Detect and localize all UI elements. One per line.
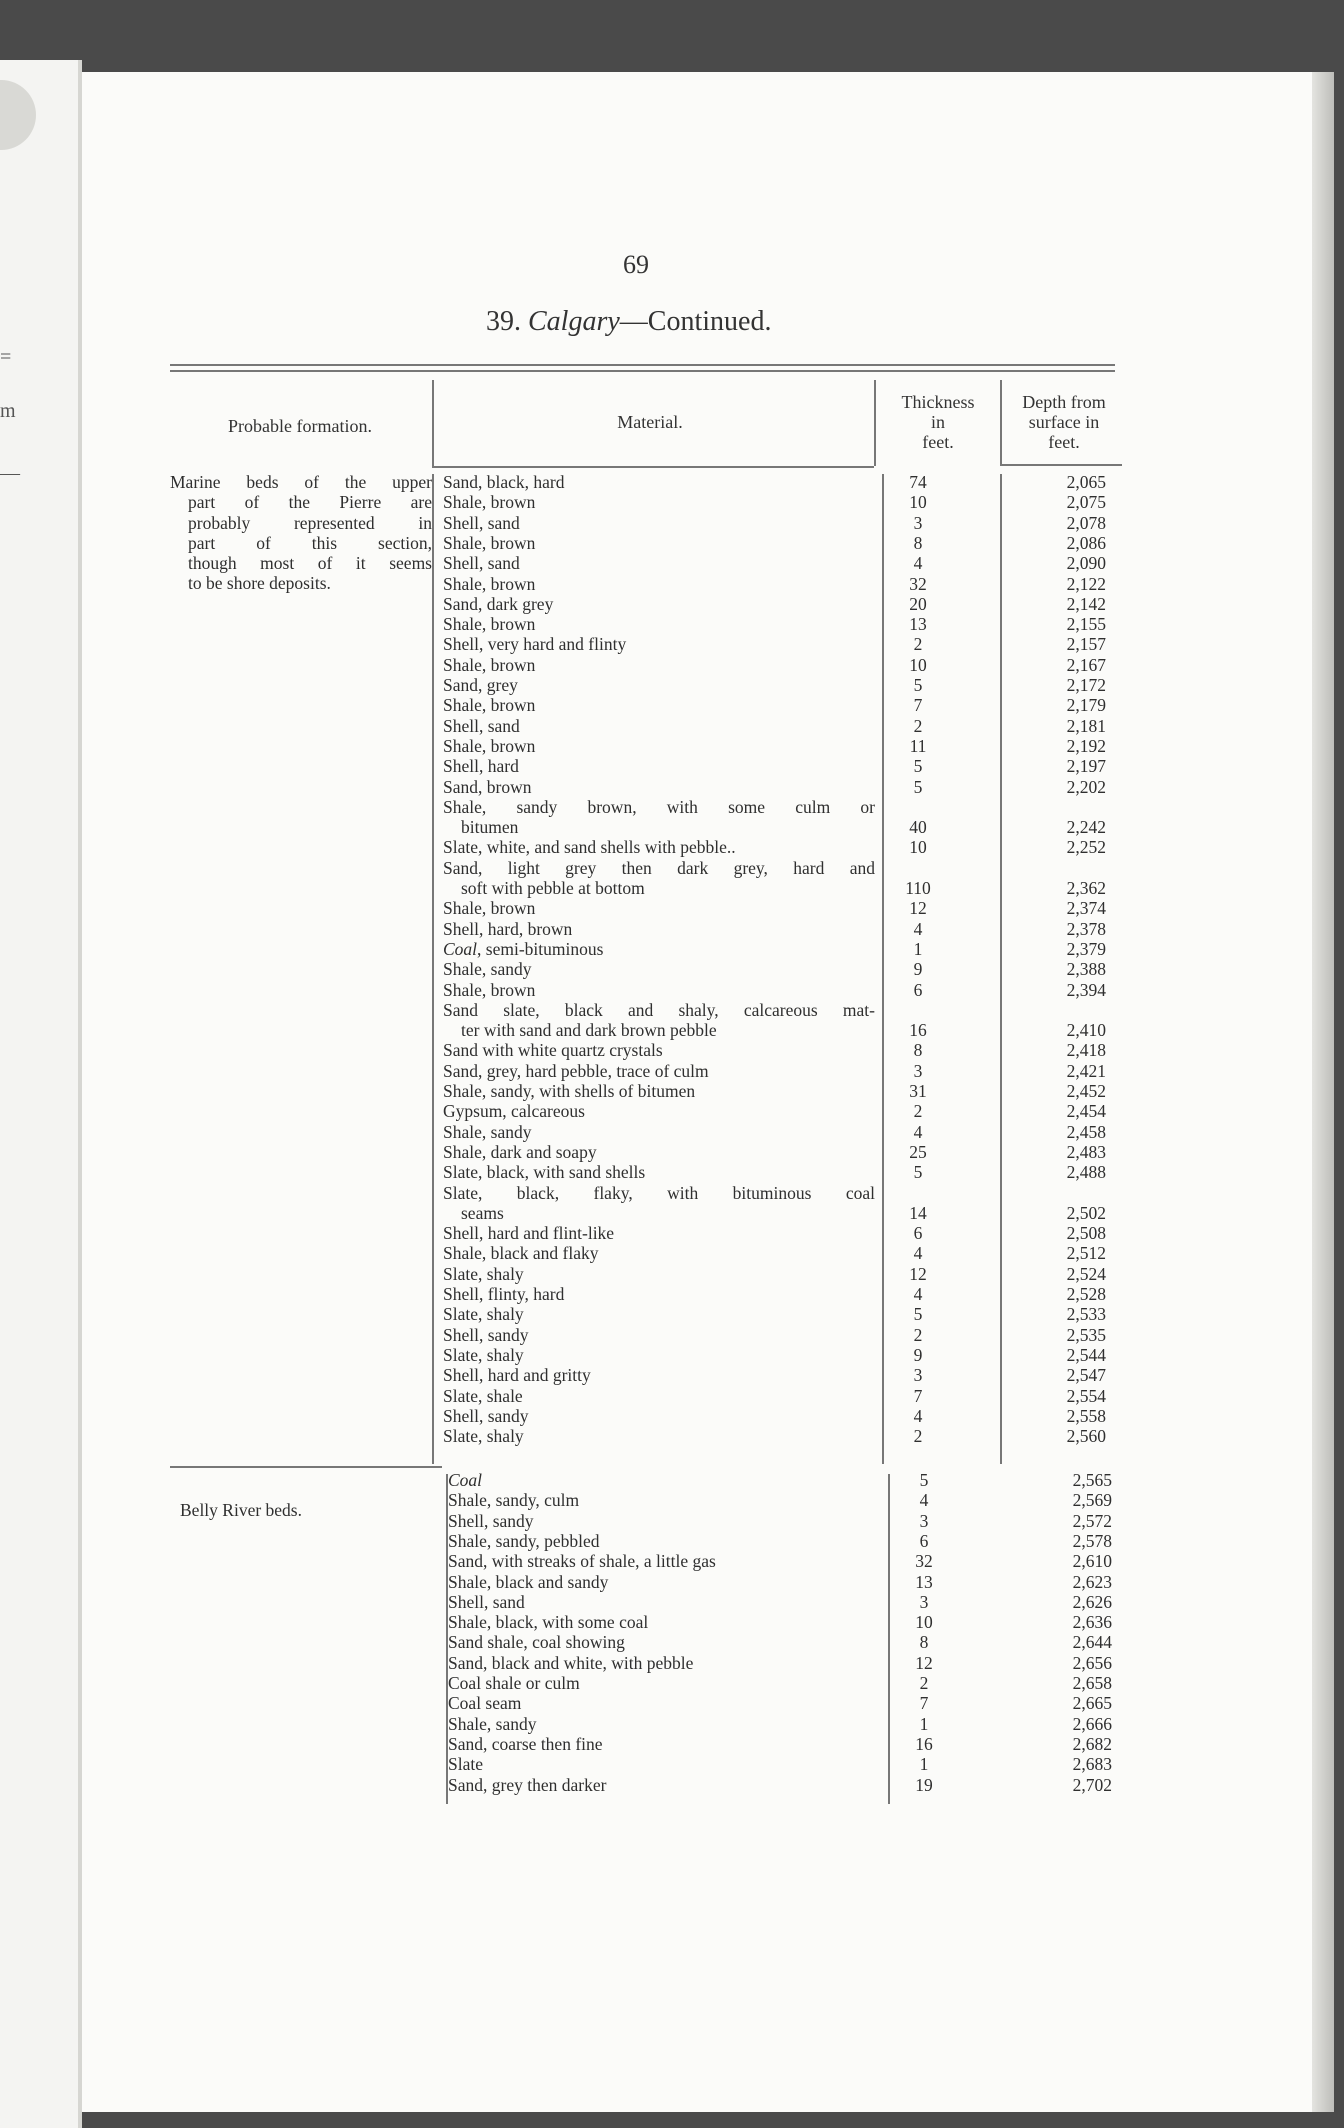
thickness-cell: 7 [919, 1693, 929, 1714]
depth-cell: 2,656 [1072, 1652, 1112, 1673]
thickness-cell: 10 [909, 492, 927, 513]
thickness-cell: 5 [913, 675, 923, 695]
thickness-cell: 13 [909, 614, 927, 635]
depth-cell: 2,636 [1072, 1612, 1112, 1633]
depth-cell: 2,421 [1066, 1060, 1106, 1081]
material-text: Shale, brown [443, 532, 536, 553]
header-formation: Probable formation. [228, 416, 372, 436]
material-text: Shale, sandy [443, 1121, 532, 1142]
thickness-cell: 12 [909, 898, 927, 919]
depth-cell: 2,078 [1066, 512, 1106, 533]
material-text: Coal seam [448, 1693, 522, 1714]
depth-cell: 2,512 [1066, 1243, 1106, 1264]
depth-cell: 2,388 [1066, 959, 1106, 980]
material-cell [443, 1304, 875, 1324]
material-cell [443, 1243, 875, 1263]
material-cell [443, 675, 875, 695]
material-text: Slate, shale [443, 1385, 523, 1406]
thickness-cell: 16 [909, 1020, 927, 1041]
thickness-cell: 8 [913, 1040, 923, 1061]
depth-cell: 2,172 [1066, 675, 1106, 695]
material-cell [443, 1345, 875, 1365]
material-cell [443, 898, 875, 918]
material-cell [443, 1020, 875, 1040]
material-cell [443, 533, 875, 553]
material-text: Sand with white quartz crystals [443, 1040, 663, 1061]
depth-cell: 2,452 [1066, 1081, 1106, 1101]
material-text: Shell, sandy [443, 1405, 529, 1426]
material-text: Shale, dark and soapy [443, 1141, 597, 1162]
thickness-cell: 9 [913, 959, 923, 980]
material-cell [443, 980, 875, 1000]
depth-cell: 2,569 [1072, 1490, 1112, 1511]
material-cell [443, 634, 875, 654]
material-text: Shell, flinty, hard [443, 1284, 565, 1304]
material-cell [443, 1426, 875, 1446]
thickness-cell: 2 [913, 1324, 923, 1345]
material-cell [448, 1673, 880, 1693]
material-text: Shell, hard and gritty [443, 1365, 591, 1386]
thickness-cell: 6 [913, 1223, 923, 1244]
facing-page-fragment: — [0, 462, 20, 484]
thickness-cell: 16 [915, 1733, 933, 1754]
material-cell [443, 1142, 875, 1162]
thickness-cell: 1 [919, 1754, 929, 1775]
depth-cell: 2,683 [1072, 1754, 1112, 1775]
depth-cell: 2,623 [1072, 1571, 1112, 1592]
leader-dots [443, 1217, 875, 1219]
material-cell [443, 594, 875, 614]
depth-cell: 2,702 [1072, 1774, 1112, 1795]
depth-cell: 2,658 [1072, 1673, 1112, 1693]
formation-label [170, 472, 432, 594]
material-text: Sand, black, hard [443, 472, 565, 492]
material-text: bitumen [461, 817, 519, 838]
material-cell [443, 837, 875, 857]
table-top-rule [170, 364, 1115, 366]
material-cell [443, 756, 875, 776]
material-cell [448, 1470, 880, 1490]
depth-cell: 2,558 [1066, 1405, 1106, 1426]
depth-cell: 2,666 [1072, 1713, 1112, 1734]
formation-line: Belly River beds. [180, 1500, 302, 1520]
material-cell [448, 1714, 880, 1734]
column-divider [432, 474, 434, 1464]
thickness-cell: 4 [913, 1284, 923, 1304]
material-text: Shale, brown [443, 614, 536, 635]
thickness-cell: 19 [915, 1774, 933, 1795]
depth-cell: 2,458 [1066, 1121, 1106, 1142]
material-cell [443, 472, 875, 492]
title-suffix: —Continued. [619, 306, 772, 337]
material-text: Sand, black and white, with pebble [448, 1652, 694, 1673]
header-thickness: Thickness in feet. [901, 392, 975, 452]
material-cell [443, 1061, 875, 1081]
material-cell [443, 1081, 875, 1101]
thickness-cell: 4 [913, 918, 923, 939]
depth-cell: 2,252 [1066, 837, 1106, 858]
material-cell [448, 1754, 880, 1774]
material-text: Sand, brown [443, 776, 532, 797]
formation-line: part of the Pierre are [188, 492, 432, 513]
depth-cell: 2,157 [1066, 634, 1106, 655]
material-text: Sand, light grey then dark grey, hard and [443, 857, 875, 878]
header-depth: Depth from surface in feet. [1022, 392, 1106, 452]
facing-page-fragment: = [0, 346, 12, 368]
thickness-cell: 3 [919, 1510, 929, 1531]
thickness-cell: 2 [913, 715, 923, 736]
thickness-cell: 4 [913, 553, 923, 574]
depth-cell: 2,086 [1066, 532, 1106, 553]
depth-cell: 2,626 [1072, 1591, 1112, 1612]
depth-cell: 2,410 [1066, 1020, 1106, 1041]
material-cell [443, 655, 875, 675]
header-underline [432, 466, 874, 468]
material-text: Sand, with streaks of shale, a little gas [448, 1551, 716, 1572]
material-cell [448, 1734, 880, 1754]
material-cell [443, 614, 875, 634]
page-number: 69 [623, 250, 649, 279]
material-text: Shale, black and sandy [448, 1571, 609, 1592]
material-text: Sand, grey, hard pebble, trace of culm [443, 1060, 709, 1081]
formation-line: Marine beds of the upper [170, 472, 432, 492]
material-text: Shale, brown [443, 654, 536, 675]
material-text: Slate, black, with sand shells [443, 1162, 646, 1183]
formation-line: though most of it seems [188, 553, 432, 574]
thickness-cell: 5 [919, 1470, 929, 1490]
depth-cell: 2,508 [1066, 1223, 1106, 1244]
depth-cell: 2,155 [1066, 614, 1106, 635]
material-text: Shell, sand [443, 553, 520, 574]
material-text: Shell, hard and flint-like [443, 1223, 615, 1244]
thickness-cell: 5 [913, 1304, 923, 1325]
material-text: Shale, brown [443, 979, 536, 1000]
thickness-cell: 4 [913, 1405, 923, 1426]
material-cell [448, 1653, 880, 1673]
depth-cell: 2,379 [1066, 938, 1106, 959]
thickness-cell: 14 [909, 1202, 927, 1223]
page-title [486, 306, 771, 338]
depth-cell: 2,483 [1066, 1141, 1106, 1162]
material-cell [448, 1531, 880, 1551]
material-cell [443, 1386, 875, 1406]
material-text: Shale, sandy, culm [448, 1490, 580, 1511]
material-cell [443, 959, 875, 979]
thickness-cell: 32 [909, 573, 927, 594]
depth-cell: 2,578 [1072, 1530, 1112, 1551]
depth-cell: 2,554 [1066, 1385, 1106, 1406]
material-cell [443, 1223, 875, 1243]
material-cell [443, 1203, 875, 1223]
depth-cell: 2,547 [1066, 1365, 1106, 1386]
thickness-cell: 31 [909, 1081, 927, 1101]
depth-cell: 2,644 [1072, 1632, 1112, 1653]
depth-cell: 2,378 [1066, 918, 1106, 939]
depth-cell: 2,197 [1066, 756, 1106, 777]
thickness-cell: 1 [919, 1713, 929, 1734]
material-cell [443, 1183, 875, 1203]
facing-page-edge [0, 60, 82, 2128]
material-text: Slate, black, flaky, with bituminous coal [443, 1182, 875, 1203]
thickness-cell: 12 [909, 1263, 927, 1284]
depth-cell: 2,202 [1066, 776, 1106, 797]
material-text: Shale, brown [443, 573, 536, 594]
material-cell [443, 1000, 875, 1020]
depth-cell: 2,192 [1066, 735, 1106, 756]
thickness-cell: 4 [913, 1243, 923, 1264]
material-text: Shale, sandy, pebbled [448, 1530, 600, 1551]
material-text: Sand, grey then darker [448, 1774, 607, 1795]
material-text: Shell, hard [443, 756, 519, 777]
material-cell [448, 1632, 880, 1652]
material-text: Shell, sandy [448, 1510, 534, 1531]
depth-cell: 2,488 [1066, 1162, 1106, 1183]
material-cell [443, 797, 875, 817]
thickness-cell: 110 [905, 878, 931, 898]
thickness-cell: 6 [913, 979, 923, 1000]
depth-cell: 2,418 [1066, 1040, 1106, 1061]
depth-cell: 2,142 [1066, 593, 1106, 614]
material-cell [443, 695, 875, 715]
material-cell [448, 1551, 880, 1571]
header-divider [432, 380, 434, 466]
material-cell [443, 716, 875, 736]
thickness-cell: 25 [909, 1141, 927, 1162]
header-divider [874, 380, 876, 466]
thickness-cell: 20 [909, 593, 927, 614]
thickness-cell: 8 [919, 1632, 929, 1653]
depth-cell: 2,560 [1066, 1426, 1106, 1447]
thickness-cell: 12 [915, 1652, 933, 1673]
material-text: Shale, black, with some coal [448, 1612, 649, 1633]
material-text: Slate, shaly [443, 1304, 524, 1325]
depth-cell: 2,544 [1066, 1344, 1106, 1365]
material-text: Slate [448, 1754, 483, 1775]
thickness-cell: 5 [913, 1162, 923, 1183]
depth-cell: 2,610 [1072, 1551, 1112, 1572]
thickness-cell: 3 [913, 1365, 923, 1386]
depth-cell: 2,065 [1066, 472, 1106, 492]
thickness-cell: 10 [909, 654, 927, 675]
thickness-cell: 1 [913, 938, 923, 959]
material-text: soft with pebble at bottom [461, 878, 645, 898]
formation-line: to be shore deposits. [188, 573, 331, 594]
depth-cell: 2,665 [1072, 1693, 1112, 1714]
depth-cell: 2,122 [1066, 573, 1106, 594]
material-text: Slate, shaly [443, 1344, 524, 1365]
depth-cell: 2,362 [1066, 878, 1106, 898]
material-cell [443, 919, 875, 939]
depth-cell: 2,682 [1072, 1733, 1112, 1754]
material-text: Shale, sandy, with shells of bitumen [443, 1081, 696, 1101]
thickness-cell: 5 [913, 776, 923, 797]
material-text: Shell, sand [448, 1591, 525, 1612]
depth-cell: 2,394 [1066, 979, 1106, 1000]
thickness-cell: 2 [913, 634, 923, 655]
material-text: Sand, coarse then fine [448, 1733, 603, 1754]
depth-cell: 2,528 [1066, 1284, 1106, 1304]
thickness-cell: 4 [919, 1490, 929, 1511]
material-text: Shell, sand [443, 715, 520, 736]
material-text: Sand, grey [443, 675, 518, 695]
material-cell [443, 777, 875, 797]
table-top-rule-2 [170, 370, 1115, 372]
formation-label [180, 1500, 430, 1520]
material-text: Coal shale or culm [448, 1673, 580, 1693]
depth-cell: 2,524 [1066, 1263, 1106, 1284]
thickness-cell: 8 [913, 532, 923, 553]
material-text: Sand shale, coal showing [448, 1632, 625, 1653]
material-cell [448, 1693, 880, 1713]
thickness-cell: 2 [913, 1101, 923, 1122]
material-cell [443, 1284, 875, 1304]
page-stack-edge [1312, 72, 1334, 2112]
material-cell [443, 858, 875, 878]
material-cell [448, 1511, 880, 1531]
depth-cell: 2,565 [1072, 1470, 1112, 1490]
thickness-cell: 9 [913, 1344, 923, 1365]
thickness-cell: 40 [909, 817, 927, 838]
depth-cell: 2,502 [1066, 1202, 1106, 1223]
material-text: Slate, shaly [443, 1426, 524, 1447]
leader-dots [448, 1484, 880, 1486]
thickness-cell: 10 [909, 837, 927, 858]
material-text: Shale, sandy brown, with some culm or [443, 796, 875, 817]
material-cell [443, 574, 875, 594]
page-corner-shadow [0, 80, 36, 150]
material-cell [448, 1490, 880, 1510]
material-cell [448, 1775, 880, 1795]
formation-line: part of this section, [188, 532, 432, 553]
material-cell [443, 1101, 875, 1121]
material-cell [443, 1325, 875, 1345]
material-text: Shale, sandy [443, 959, 532, 980]
material-text: Shale, sandy [448, 1713, 537, 1734]
depth-cell: 2,454 [1066, 1101, 1106, 1122]
material-text: Shell, sand [443, 512, 520, 533]
material-text: ter with sand and dark brown pebble [461, 1020, 717, 1041]
thickness-cell: 5 [913, 756, 923, 777]
thickness-cell: 4 [913, 1121, 923, 1142]
formation-line: probably represented in [188, 512, 432, 533]
material-cell [448, 1592, 880, 1612]
thickness-cell: 3 [913, 1060, 923, 1081]
material-cell [443, 939, 875, 959]
thickness-cell: 74 [909, 472, 927, 492]
section-divider [170, 1466, 442, 1468]
depth-cell: 2,167 [1066, 654, 1106, 675]
material-text: Sand, dark grey [443, 593, 554, 614]
header-material: Material. [617, 412, 683, 432]
material-text: Slate, white, and sand shells with pebble.. [443, 837, 736, 858]
depth-cell: 2,090 [1066, 553, 1106, 574]
thickness-cell: 7 [913, 1385, 923, 1406]
material-cell [443, 1264, 875, 1284]
facing-page-fragment: m [0, 400, 16, 422]
material-cell [443, 492, 875, 512]
material-text: Shale, brown [443, 898, 536, 919]
material-text: Shale, brown [443, 492, 536, 513]
depth-cell: 2,181 [1066, 715, 1106, 736]
material-text: Shale, black and flaky [443, 1243, 599, 1264]
thickness-cell: 10 [915, 1612, 933, 1633]
material-cell [443, 1040, 875, 1060]
material-text: Coal [448, 1470, 483, 1490]
header-underline [1000, 464, 1122, 466]
thickness-cell: 11 [909, 735, 927, 756]
material-cell [443, 1406, 875, 1426]
material-cell [443, 878, 875, 898]
depth-cell: 2,572 [1072, 1510, 1112, 1531]
depth-cell: 2,242 [1066, 817, 1106, 838]
thickness-cell: 2 [913, 1426, 923, 1447]
thickness-cell: 6 [919, 1530, 929, 1551]
material-text: Sand slate, black and shaly, calcareous mat- [443, 999, 875, 1020]
material-cell [443, 553, 875, 573]
thickness-cell: 3 [919, 1591, 929, 1612]
thickness-cell: 13 [915, 1571, 933, 1592]
material-text: Slate, shaly [443, 1263, 524, 1284]
material-cell [448, 1572, 880, 1592]
material-cell [443, 1365, 875, 1385]
material-text: seams [461, 1202, 504, 1223]
material-cell [443, 1162, 875, 1182]
thickness-cell: 32 [915, 1551, 933, 1572]
depth-cell: 2,374 [1066, 898, 1106, 919]
title-number: 39. [486, 306, 521, 337]
depth-cell: 2,533 [1066, 1304, 1106, 1325]
material-cell [443, 817, 875, 837]
material-text: Shell, hard, brown [443, 918, 573, 939]
material-text: Shell, sandy [443, 1324, 529, 1345]
depth-cell: 2,179 [1066, 695, 1106, 716]
thickness-cell: 7 [913, 695, 923, 716]
material-cell [448, 1612, 880, 1632]
material-cell [443, 736, 875, 756]
material-cell [443, 1122, 875, 1142]
column-divider [1000, 474, 1002, 1464]
thickness-cell: 2 [919, 1673, 929, 1693]
thickness-cell: 3 [913, 512, 923, 533]
depth-cell: 2,535 [1066, 1324, 1106, 1345]
material-text: Shale, brown [443, 735, 536, 756]
title-place: Calgary [528, 306, 620, 337]
leader-dots [448, 1768, 880, 1770]
material-text: Coal, semi-bituminous [443, 938, 604, 959]
material-text: Gypsum, calcareous [443, 1101, 585, 1122]
depth-cell: 2,075 [1066, 492, 1106, 513]
material-text: Shale, brown [443, 695, 536, 716]
material-cell [443, 513, 875, 533]
material-text: Shell, very hard and flinty [443, 634, 627, 655]
